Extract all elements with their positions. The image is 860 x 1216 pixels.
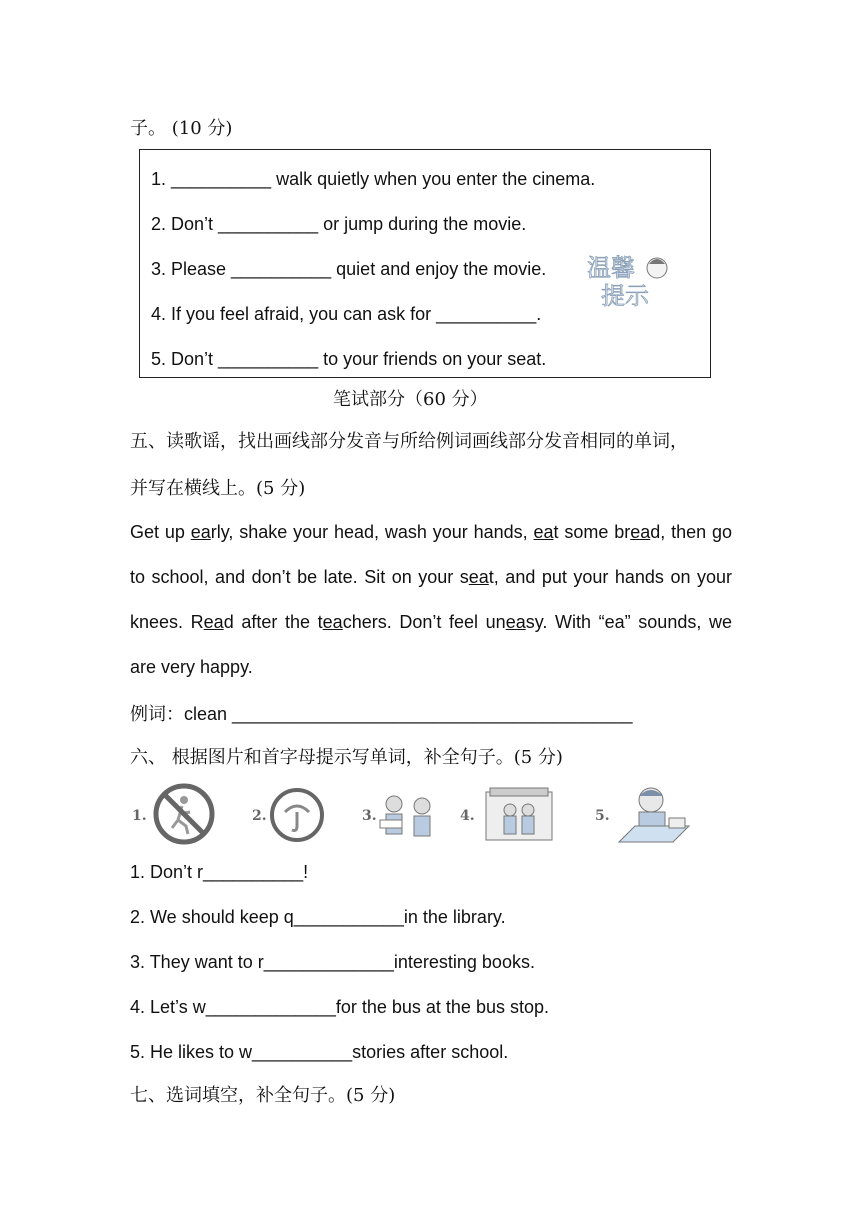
- rhyme-paragraph: Get up early, shake your head, wash your hands, eat some bread, then go to school, and don’t be late. Sit on your seat, and put your hands on your knees. Read after the teachers. Don’t feel uneasy. With “ea” sounds, we are very happy.: [130, 522, 732, 677]
- picture-3: [362, 780, 442, 850]
- quiet-sign-icon: [268, 786, 326, 844]
- picture-number-5: 5.: [595, 808, 610, 824]
- box-item-4: 4. If you feel afraid, you can ask for __________.: [151, 304, 542, 324]
- continuation-line: 子。 (10 分): [130, 118, 233, 139]
- q6-sentence-1: 1. Don’t r__________!: [130, 862, 309, 882]
- box-item-2: 2. Don’t __________ or jump during the movie.: [151, 214, 527, 234]
- box-item-5: 5. Don’t __________ to your friends on your seat.: [151, 349, 547, 369]
- picture-4: [458, 780, 558, 850]
- q7-heading: 七、选词填空，补全句子。(5 分): [130, 1085, 396, 1106]
- svg-text:温馨: 温馨: [587, 254, 635, 282]
- box-item-1: 1. __________ walk quietly when you enter the cinema.: [151, 169, 596, 189]
- picture-number-1: 1.: [132, 808, 147, 824]
- q6-sentence-2: 2. We should keep q___________in the library.: [130, 907, 506, 927]
- picture-5: [595, 780, 705, 850]
- children-reading-icon: [376, 792, 438, 840]
- box-item-3: 3. Please __________ quiet and enjoy the movie.: [151, 259, 547, 279]
- svg-text:提示: 提示: [601, 282, 649, 308]
- q6-sentence-5: 5. He likes to w__________stories after school.: [130, 1042, 509, 1062]
- picture-number-3: 3.: [362, 808, 377, 824]
- picture-number-4: 4.: [460, 808, 475, 824]
- picture-number-2: 2.: [252, 808, 267, 824]
- q6-sentence-4: 4. Let’s w_____________for the bus at the bus stop.: [130, 997, 549, 1017]
- q6-heading: 六、 根据图片和首字母提示写单词，补全句子。(5 分): [130, 747, 563, 768]
- bus-stop-icon: [482, 786, 556, 846]
- no-running-sign-icon: [152, 782, 216, 846]
- q5-heading-line1: 五、读歌谣，找出画线部分发音与所给例词画线部分发音相同的单词，: [130, 431, 688, 452]
- boy-writing-icon: [615, 782, 693, 848]
- q5-heading-line2: 并写在横线上。(5 分): [130, 478, 306, 499]
- picture-1: [130, 780, 220, 850]
- warm-tip-stamp-image: [585, 250, 675, 308]
- picture-2: [250, 780, 340, 850]
- section-title: 笔试部分（60 分）: [333, 389, 488, 410]
- q5-example-line: 例词：clean ________________________________________: [130, 704, 633, 724]
- q6-sentence-3: 3. They want to r_____________interesting books.: [130, 952, 535, 972]
